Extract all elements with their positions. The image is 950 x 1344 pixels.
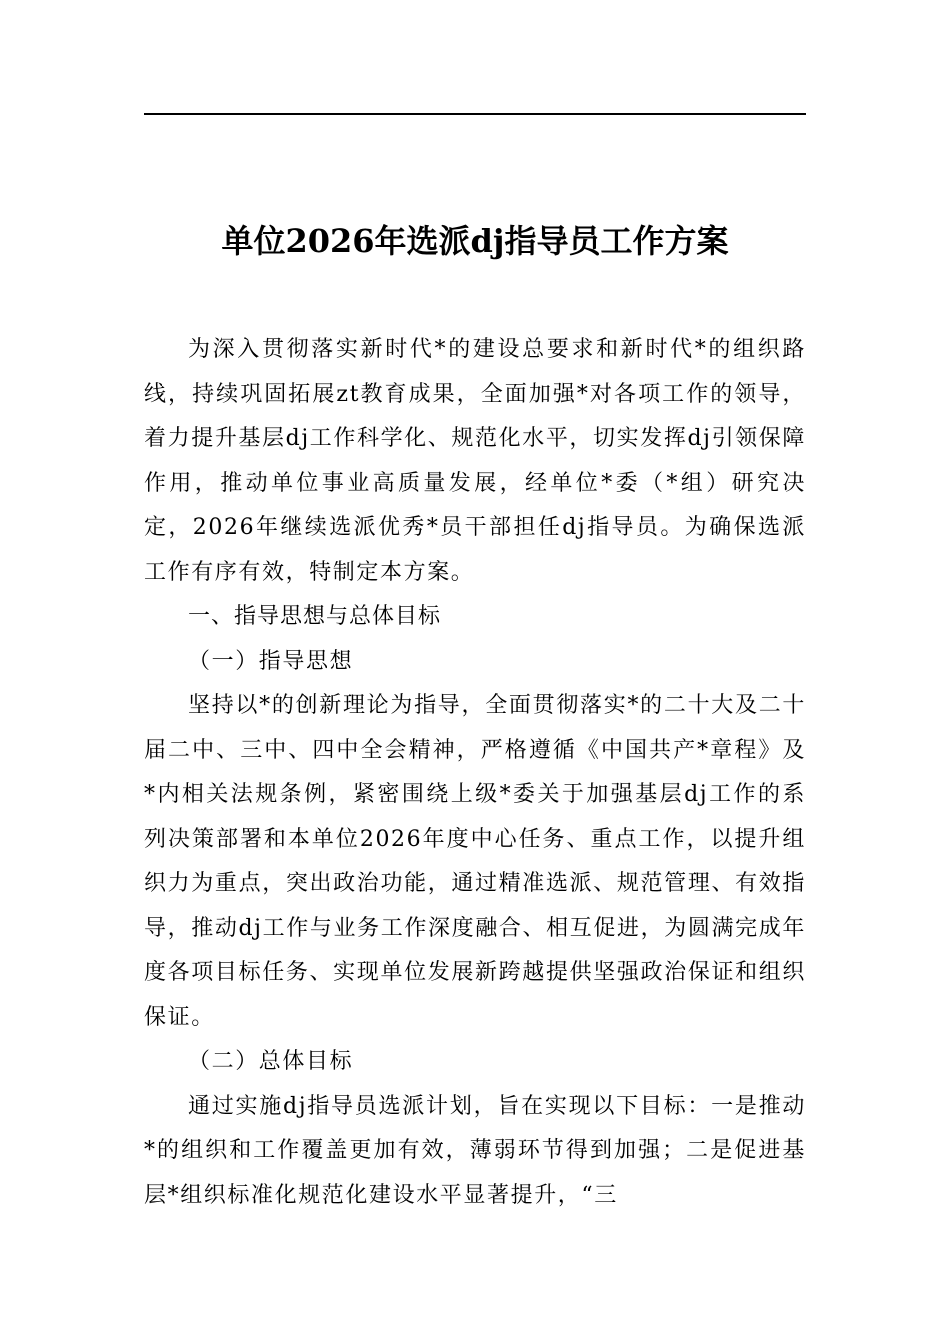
section-heading-guiding-ideology-and-goals: 一、指导思想与总体目标 xyxy=(188,604,442,629)
subsection-heading-guiding-ideology: （一）指导思想 xyxy=(188,648,354,674)
intro-paragraph: 为深入贯彻落实新时代*的建设总要求和新时代*的组织路线，持续巩固拓展zt教育成果，全面加强*对各项工作的领导，着力提升基层dj工作科学化、规范化水平，切实发挥dj引领保障作用，推动单位事业高质量发展，经单位*委（*组）研究决定，2026年继续选派优秀*员干部担任dj指导员。为确保选派工作有序有效，特制定本方案。 xyxy=(144,337,806,585)
overall-goals-paragraph: 通过实施dj指导员选派计划，旨在实现以下目标：一是推动*的组织和工作覆盖更加有效，薄弱环节得到加强；二是促进基层*组织标准化规范化建设水平显著提升，“三 xyxy=(144,1093,806,1208)
subsection-heading-overall-goals: （二）总体目标 xyxy=(188,1049,354,1074)
document-title: 单位2026年选派dj指导员工作方案 xyxy=(221,222,729,261)
document-body xyxy=(144,328,806,1218)
header-rule xyxy=(144,113,806,115)
guiding-ideology-paragraph: 坚持以*的创新理论为指导，全面贯彻落实*的二十大及二十届二中、三中、四中全会精神，严格遵循《中国共产*章程》及*内相关法规条例，紧密围绕上级*委关于加强基层dj工作的系列决策部署和本单位2026年度中心任务、重点工作，以提升组织力为重点，突出政治功能，通过精准选派、规范管理、有效指导，推动dj工作与业务工作深度融合、相互促进，为圆满完成年度各项目标任务、实现单位发展新跨越提供坚强政治保证和组织保证。 xyxy=(144,693,806,1030)
